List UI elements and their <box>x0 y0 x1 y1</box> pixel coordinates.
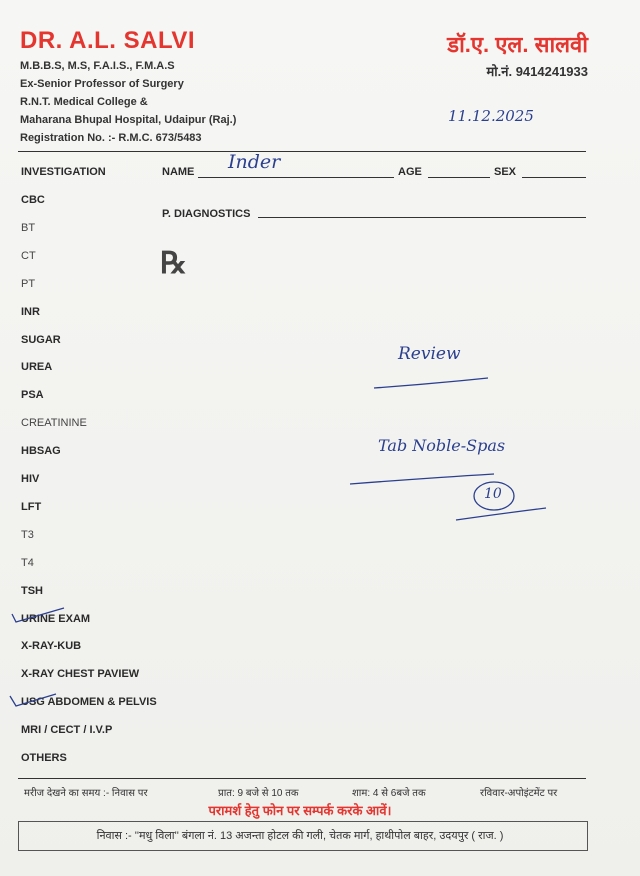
investigation-heading: INVESTIGATION <box>21 166 106 178</box>
name-label: NAME <box>162 166 195 178</box>
doctor-name-hindi: डॉ.ए. एल. सालवी <box>447 32 588 57</box>
doctor-registration: Registration No. :- R.M.C. 673/5483 <box>20 132 202 144</box>
sex-line <box>522 177 586 178</box>
investigation-item: INR <box>21 305 40 318</box>
doctor-degrees: M.B.B.S, M.S, F.A.I.S., F.M.A.S <box>20 60 175 72</box>
sex-label: SEX <box>494 166 517 178</box>
investigation-item: X-RAY-KUB <box>21 640 82 653</box>
footer-divider <box>18 778 586 779</box>
patient-name: Inder <box>228 151 281 173</box>
investigation-item: URINE EXAM <box>21 612 91 625</box>
investigation-item: CBC <box>21 194 45 206</box>
timing-morning: प्रात: 9 बजे से 10 तक <box>218 788 299 799</box>
doctor-name: DR. A.L. SALVI <box>20 27 195 54</box>
doctor-position: Ex-Senior Professor of Surgery <box>20 78 184 90</box>
investigation-item: LFT <box>21 500 42 513</box>
doctor-college: R.N.T. Medical College & <box>20 96 148 108</box>
medicine-underline <box>348 468 548 528</box>
residence-address: निवास :- ''मधु विला'' बंगला नं. 13 अजन्ता होटल की गली, चेतक मार्ग, हाथीपोल बाहर, उदयपुर ( राज. ) <box>96 830 504 842</box>
investigation-item: X-RAY CHEST PAVIEW <box>21 668 140 681</box>
age-line <box>428 177 490 178</box>
investigation-item: OTHERS <box>21 752 67 764</box>
handwritten-review: Review <box>398 344 461 364</box>
handwritten-medicine: Tab Noble-Spas <box>378 436 506 455</box>
investigation-item: UREA <box>21 361 53 374</box>
review-underline <box>370 374 500 390</box>
timing-sunday: रविवार-अपोइंटमेंट पर <box>480 788 558 799</box>
investigation-item: TSH <box>21 584 43 597</box>
usg-tick-mark <box>4 690 64 710</box>
handwritten-quantity: 10 <box>484 486 502 502</box>
investigation-item: PT <box>21 277 36 290</box>
investigation-item: CT <box>21 249 36 262</box>
handwritten-date: 11.12.2025 <box>448 107 534 125</box>
investigation-item: BT <box>21 221 36 234</box>
timing-evening: शाम: 4 से 6बजे तक <box>352 788 426 799</box>
investigation-item: HIV <box>21 473 40 485</box>
investigation-item: SUGAR <box>21 333 61 346</box>
age-label: AGE <box>398 166 422 178</box>
rx-symbol: ℞ <box>160 246 187 281</box>
header-divider <box>18 151 586 152</box>
investigation-item: PSA <box>21 389 44 402</box>
doctor-mobile: मो.नं. 9414241933 <box>486 64 588 79</box>
diagnostics-line <box>258 217 586 218</box>
investigation-item: T3 <box>21 528 34 541</box>
investigation-item: T4 <box>21 556 34 569</box>
timing-label: मरीज देखने का समय :- निवास पर <box>24 788 148 799</box>
investigation-item: USG ABDOMEN & PELVIS <box>21 696 157 709</box>
diagnostics-label: P. DIAGNOSTICS <box>162 208 251 220</box>
doctor-hospital: Maharana Bhupal Hospital, Udaipur (Raj.) <box>20 114 237 126</box>
name-line <box>198 177 394 178</box>
investigation-item: CREATININE <box>21 417 87 430</box>
investigation-item: HBSAG <box>21 445 61 458</box>
investigation-item: MRI / CECT / I.V.P <box>21 724 113 737</box>
urine-tick-mark <box>6 606 76 626</box>
contact-notice: परामर्श हेतु फोन पर सम्पर्क करके आवें। <box>208 803 392 818</box>
